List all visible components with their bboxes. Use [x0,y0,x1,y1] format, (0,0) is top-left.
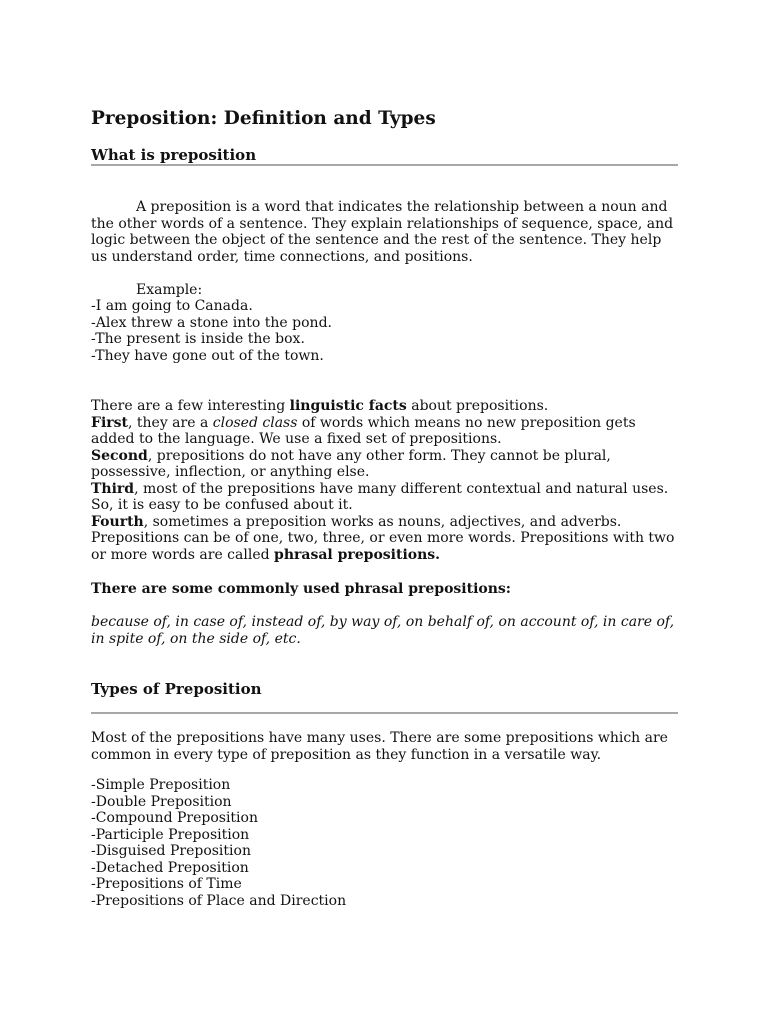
fact-label: Second [91,447,148,464]
text-run: about prepositions. [406,398,549,414]
list-item: -The present is inside the box. [91,331,305,347]
fact-third [91,481,678,514]
text-run: , sometimes a preposition works as nouns, adjectives, and adverbs. [143,513,622,530]
list-item: -Prepositions of Time [91,876,242,892]
facts-intro [91,398,678,415]
section-divider [91,164,678,166]
document-title: Preposition: Definition and Types [91,108,436,129]
list-item: -Alex threw a stone into the pond. [91,314,332,331]
list-item: -Double Preposition [91,793,232,810]
fact-fourth [91,514,678,531]
text-run: There are a few interesting [91,398,290,414]
fact-label: Third [91,480,135,497]
list-item: -Disguised Preposition [91,843,251,859]
list-item: -Participle Preposition [91,826,250,843]
fact-label: First [91,414,128,431]
list-item: -I am going to Canada. [91,298,253,314]
list-item: -Compound Preposition [91,810,258,826]
list-item: -Simple Preposition [91,777,231,793]
bold-term: linguistic facts [289,398,407,414]
types-intro-paragraph: Most of the prepositions have many uses. There are some prepositions which are common in every type of preposition as they function in a versatile way. [91,730,668,763]
text-run: , they are a [127,414,213,431]
section-heading-what-is-preposition: What is preposition [91,146,257,164]
text-run: , prepositions do not have any other form. They cannot be plural, possessive, inflection, or anything else. [91,447,611,480]
facts-block [91,398,678,563]
fact-first [91,415,678,448]
italic-term: closed class [212,414,298,431]
section-divider [91,712,678,714]
example-label: Example: [136,282,203,298]
bold-term: phrasal prepositions. [274,546,441,563]
example-list [91,298,678,364]
text-run: Prepositions can be of one, two, three, or even more words. Prepositions with two or more words are called [91,530,675,563]
text-run: , most of the prepositions have many different contextual and natural uses. So, it is easy to be confused about it. [91,480,669,513]
types-list [91,777,678,909]
definition-paragraph: A preposition is a word that indicates the relationship between a noun and the other words of a sentence. They explain relationships of sequence, space, and logic between the object of the sentence and the rest of the sentence. They help us understand order, time connections, and positions. [91,199,674,265]
phrasal-intro [91,530,678,563]
fact-second [91,448,678,481]
phrasal-list: because of, in case of, instead of, by way of, on behalf of, on account of, in care of, in spite of, on the side of, etc. [91,614,675,647]
phrasal-heading: There are some commonly used phrasal prepositions: [91,581,511,597]
text-run: of words which means no new preposition gets added to the language. We use a fixed set of prepositions. [91,414,636,447]
list-item: -They have gone out of the town. [91,347,324,364]
list-item: -Detached Preposition [91,859,249,876]
fact-label: Fourth [91,513,144,530]
section-heading-types-of-preposition: Types of Preposition [91,680,262,698]
list-item: -Prepositions of Place and Direction [91,892,347,909]
